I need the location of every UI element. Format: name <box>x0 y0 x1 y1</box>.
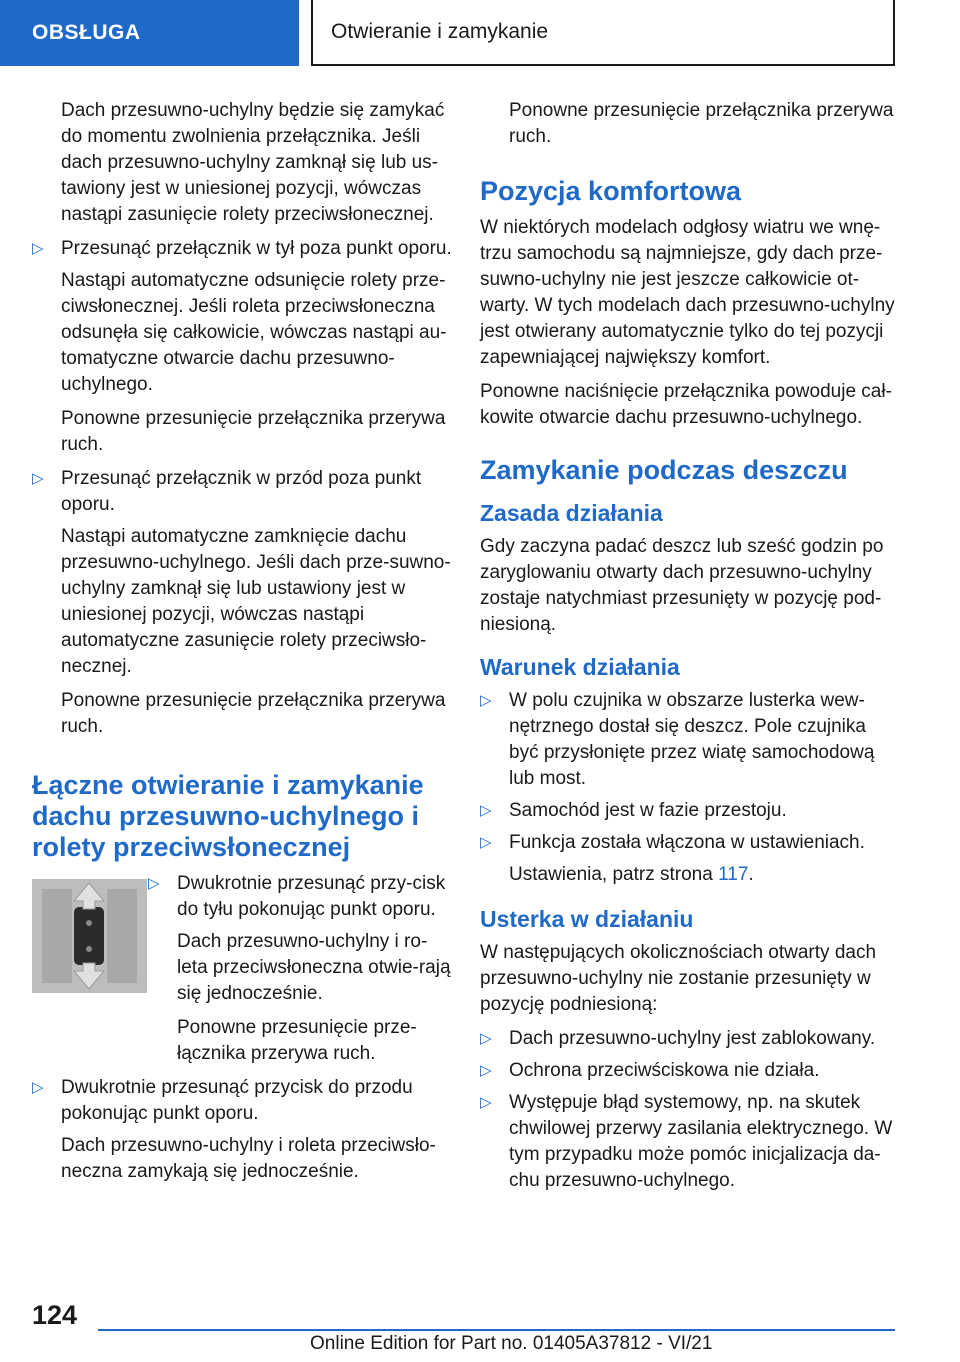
subsection-heading: Warunek działania <box>480 654 680 680</box>
paragraph: Ponowne naciśnięcie przełącznika powoduje cał-kowite otwarcie dachu przesuwno-uchylnego. <box>480 381 892 428</box>
bullet-icon: ▷ <box>480 1030 492 1047</box>
section-heading: Łączne otwieranie i zamykanie dachu przesuwno-uchylnego i rolety przeciwsłonecznej <box>32 770 424 862</box>
right-column <box>480 98 900 1200</box>
list-item-text: Przesunąć przełącznik w tył poza punkt oporu. <box>61 238 452 259</box>
paragraph: Dach przesuwno-uchylny będzie się zamykać do momentu zwolnienia przełącznika. Jeśli dach przesuwno-uchylny zamknął się lub us-tawiony jest w uniesionej pozycji, wówczas nastąpi zasunięcie rolety przeciwsłonecznej. <box>61 100 445 225</box>
list-item <box>32 466 452 518</box>
page-title <box>311 0 895 66</box>
section-heading: Zamykanie podczas deszczu <box>480 455 848 485</box>
list-item <box>32 236 452 262</box>
reference-suffix: . <box>748 864 754 885</box>
list-item-text: Samochód jest w fazie przestoju. <box>509 800 787 821</box>
footer-divider <box>98 1329 895 1331</box>
list-item-text: W polu czujnika w obszarze lusterka wew-nętrznego dostał się deszcz. Pole czujnika być przysłonięte przez wiatę samochodową lub most. <box>509 690 875 789</box>
paragraph: Nastąpi automatyczne zamknięcie dachu przesuwno-uchylnego. Jeśli dach prze-suwno-uchylny zamknął się lub ustawiony jest w uniesionej pozycji, wówczas nastąpi automatyczne zasunięcie rolety przeciwsło-necznej. <box>61 526 451 677</box>
list-item <box>148 871 452 923</box>
list-item-text: Dwukrotnie przesunąć przycisk do przodu pokonując punkt oporu. <box>61 1077 413 1124</box>
paragraph: Dach przesuwno-uchylny i roleta przeciwsło-neczna zamykają się jednocześnie. <box>61 1135 436 1182</box>
page-title-text: Otwieranie i zamykanie <box>331 20 549 43</box>
illustration-block <box>32 871 452 1067</box>
list-item-text: Ochrona przeciwściskowa nie działa. <box>509 1060 820 1081</box>
bullet-icon: ▷ <box>32 1079 44 1096</box>
list-item-text: Dach przesuwno-uchylny jest zablokowany. <box>509 1028 876 1049</box>
paragraph <box>480 862 900 888</box>
paragraph: Nastąpi automatyczne odsunięcie rolety prze-ciwsłonecznej. Jeśli roleta przeciwsłoneczna odsunęła się całkowicie, wówczas nastąpi au-tomatyczne otwarcie dachu przesuwno-uchylnego. <box>61 270 447 395</box>
paragraph: Ponowne przesunięcie prze-łącznika przerywa ruch. <box>177 1017 417 1064</box>
list-item-text: Występuje błąd systemowy, np. na skutek chwilowej przerwy zasilania elektrycznego. W tym przypadku może pomóc inicjalizacja da-chu przesuwno-uchylnego. <box>509 1092 893 1191</box>
paragraph: W niektórych modelach odgłosy wiatru we wnę-trzu samochodu są najmniejsze, gdy dach prze-suwno-uchylny nie jest jeszcze całkowicie ot-warty. W tych modelach dach przesuwno-uchylny jest otwierany automatycznie tylko do tej pozycji zapewniającej największy komfort. <box>480 217 895 368</box>
list-item <box>480 798 900 824</box>
footer-edition: Online Edition for Part no. 01405A37812 - VI/21 <box>310 1333 713 1354</box>
reference-text: Ustawienia, patrz strona <box>509 864 719 885</box>
bullet-icon: ▷ <box>32 470 44 487</box>
paragraph: Ponowne przesunięcie przełącznika przerywa ruch. <box>509 100 894 147</box>
list-item <box>480 830 900 856</box>
roof-switch-illustration <box>32 879 147 993</box>
bullet-icon: ▷ <box>480 834 492 851</box>
list-item <box>480 688 900 792</box>
subsection-heading: Zasada działania <box>480 500 663 526</box>
paragraph: Ponowne przesunięcie przełącznika przerywa ruch. <box>61 408 446 455</box>
list-item <box>480 1090 900 1194</box>
paragraph: Ponowne przesunięcie przełącznika przerywa ruch. <box>61 690 446 737</box>
list-item-text: Dwukrotnie przesunąć przy-cisk do tyłu pokonując punkt oporu. <box>177 873 446 920</box>
section-tab: OBSŁUGA <box>0 0 299 66</box>
bullet-icon: ▷ <box>480 692 492 709</box>
subsection-heading: Usterka w działaniu <box>480 906 694 932</box>
list-item <box>480 1026 900 1052</box>
bullet-icon: ▷ <box>148 875 160 892</box>
bullet-icon: ▷ <box>480 1094 492 1111</box>
bullet-icon: ▷ <box>480 802 492 819</box>
paragraph: W następujących okolicznościach otwarty dach przesuwno-uchylny nie zostanie przesunięty w pozycję podniesioną: <box>480 942 877 1015</box>
left-column <box>32 98 452 1193</box>
paragraph: Gdy zaczyna padać deszcz lub sześć godzin po zaryglowaniu otwarty dach przesuwno-uchylny zostaje natychmiast przesunięty w pozycję pod-niesioną. <box>480 536 884 635</box>
list-item <box>480 1058 900 1084</box>
page-link[interactable]: 117 <box>718 864 749 885</box>
switch-icon <box>74 907 104 965</box>
bullet-icon: ▷ <box>480 1062 492 1079</box>
list-item-text: Funkcja została włączona w ustawieniach. <box>509 832 865 853</box>
page-number: 124 <box>32 1300 78 1330</box>
list-item-text: Przesunąć przełącznik w przód poza punkt oporu. <box>61 468 422 515</box>
section-heading: Pozycja komfortowa <box>480 176 742 206</box>
bullet-icon: ▷ <box>32 240 44 257</box>
list-item <box>32 1075 452 1127</box>
paragraph: Dach przesuwno-uchylny i ro-leta przeciwsłoneczna otwie-rają się jednocześnie. <box>177 931 451 1004</box>
